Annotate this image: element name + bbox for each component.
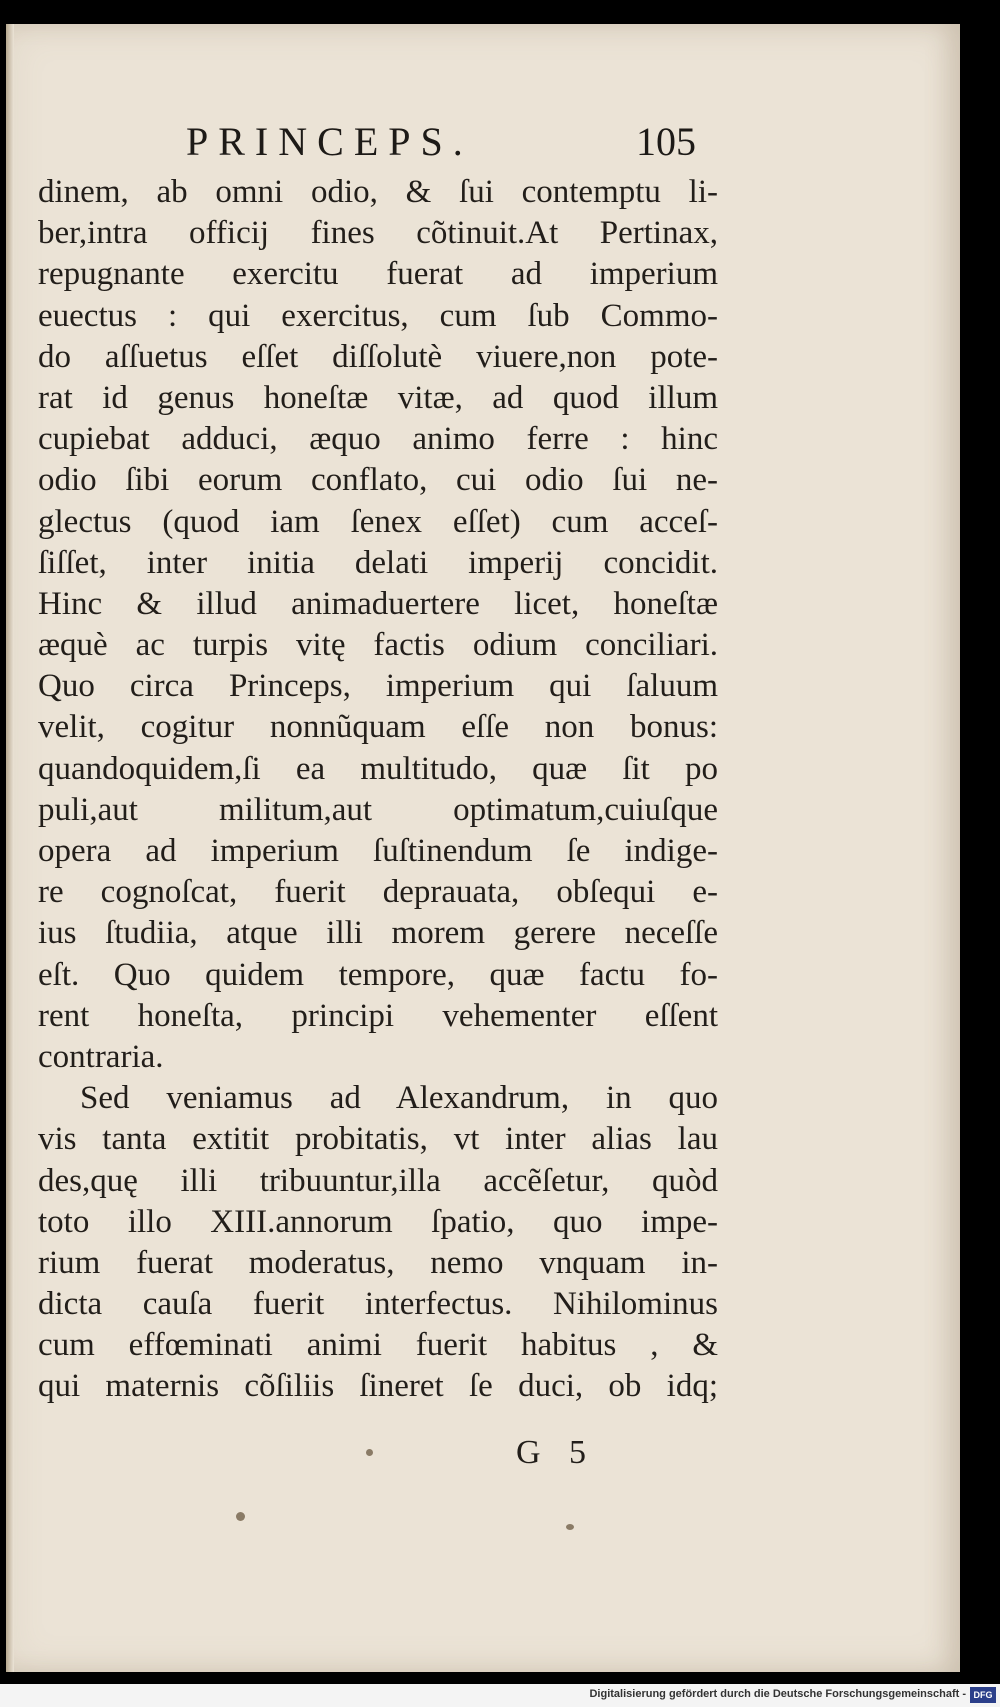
text-line: qui maternis cõſiliis ſineret ſe duci, ob idq; [38, 1368, 718, 1405]
text-line: velit, cogitur nonnũquam eſſe non bonus: [38, 709, 718, 746]
text-line: des,quę illi tribuuntur,illa accẽſetur, quòd [38, 1162, 718, 1199]
text-line: re cognoſcat, fuerit deprauata, obſequi e- [38, 874, 718, 911]
text-line: cupiebat adduci, æquo animo ferre : hinc [38, 421, 718, 458]
text-line: æquè ac turpis vitę factis odium conciliari. [38, 627, 718, 664]
text-line: dicta cauſa fuerit interfectus. Nihilominus [38, 1286, 718, 1323]
text-line: opera ad imperium ſuſtinendum ſe indige- [38, 833, 718, 869]
text-line: rium fuerat moderatus, nemo vnquam in- [38, 1244, 718, 1281]
text-line: ius ſtudiia, atque illi morem gerere neceſſe [38, 915, 718, 952]
text-line: ſiſſet, inter initia delati imperij concidit. [38, 544, 718, 581]
text-line: Sed veniamus ad Alexandrum, in quo [80, 1080, 718, 1117]
running-head-title: PRINCEPS. [186, 119, 473, 164]
paper-spot [366, 1449, 373, 1456]
paper-spot [566, 1524, 574, 1530]
text-line: dinem, ab omni odio, & ſui contemptu li- [38, 174, 718, 210]
signature-mark: G 5 [516, 1434, 597, 1471]
digitization-footer [0, 1684, 1000, 1707]
text-line: puli,aut militum,aut optimatum,cuiuſque [38, 791, 718, 828]
body-text [38, 172, 718, 1408]
text-line: ber,intra officij fines cõtinuit.At Pertinax, [38, 215, 718, 252]
text-line: contraria. [38, 1038, 164, 1075]
text-line: toto illo XIII.annorum ſpatio, quo impe- [38, 1203, 718, 1240]
footer-credit: Digitalisierung gefördert durch die Deutsche Forschungsgemeinschaft - [589, 1688, 966, 1700]
text-line: eſt. Quo quidem tempore, quæ factu fo- [38, 956, 718, 993]
book-page [6, 24, 960, 1672]
paper-spot [236, 1512, 245, 1521]
text-line: euectus : qui exercitus, cum ſub Commo- [38, 297, 718, 334]
text-line: Quo circa Princeps, imperium qui ſaluum [38, 668, 718, 705]
text-line: vis tanta extitit probitatis, vt inter alias lau [38, 1121, 718, 1158]
text-line: do aſſuetus eſſet diſſolutè viuere,non pote- [38, 338, 718, 375]
dfg-logo-icon: DFG [970, 1687, 996, 1703]
text-line: rat id genus honeſtæ vitæ, ad quod illum [38, 379, 718, 416]
text-line: odio ſibi eorum conflato, cui odio ſui ne- [38, 462, 718, 499]
text-line: cum effœminati animi fuerit habitus , & [38, 1327, 718, 1364]
text-line: rent honeſta, principi vehementer eſſent [38, 997, 718, 1034]
running-head [186, 110, 696, 180]
text-line: repugnante exercitu fuerat ad imperium [38, 256, 718, 293]
text-line: glectus (quod iam ſenex eſſet) cum acceſ- [38, 503, 718, 540]
text-line: quandoquidem,ſi ea multitudo, quæ ſit po [38, 750, 718, 787]
page-number: 105 [636, 119, 696, 164]
page-edge [6, 24, 14, 1672]
text-line: Hinc & illud animaduertere licet, honeſtæ [38, 585, 718, 622]
